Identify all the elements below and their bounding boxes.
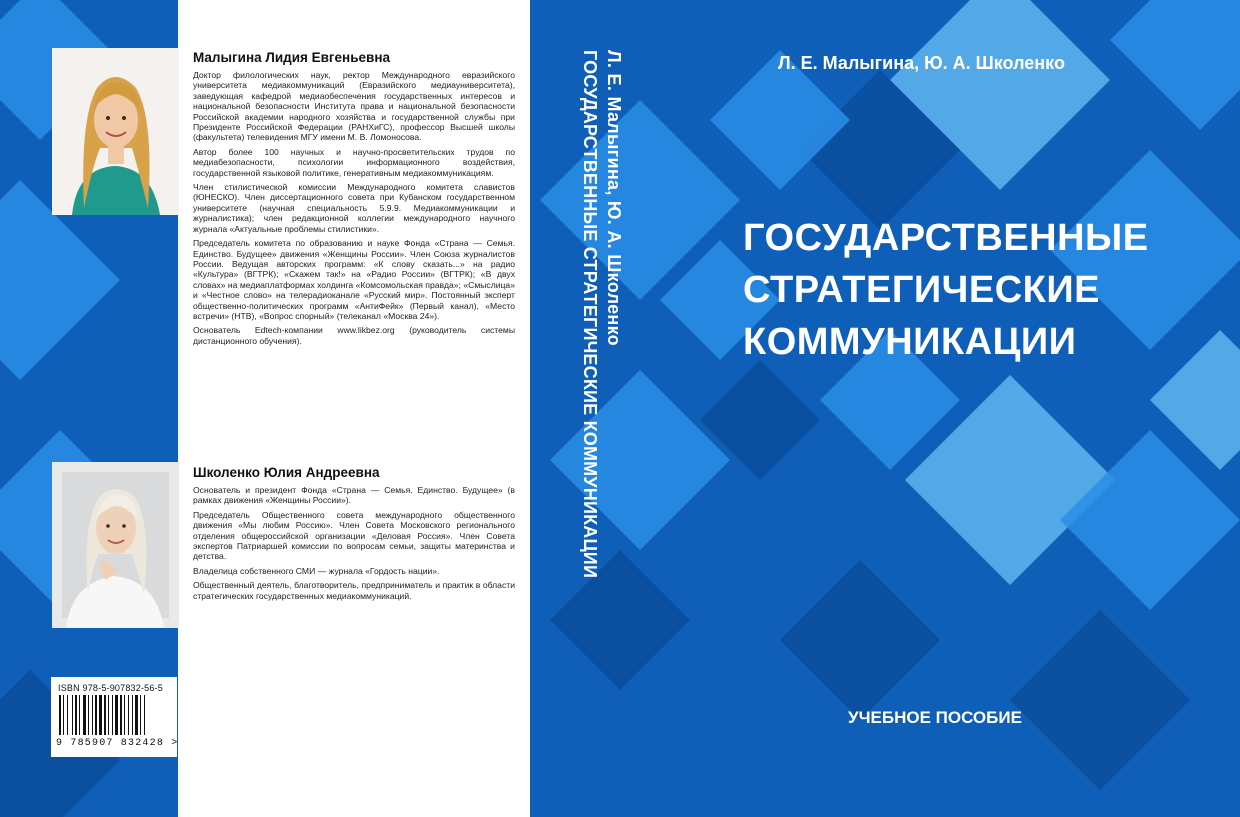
bio-paragraph: Доктор филологических наук, ректор Международного евразийского университета медиакоммуникаций (Евразийского медиауниверситета), заведующая кафедрой медиаобеспечения государственных интересов и национальной безопасности Института права и национальной безопасности Российской академии народного хозяйства и государственной службы при Президенте Российской Федерации (РАНХиГС), профессор Высшей школы (факультета) телевидения МГУ имени М. В. Ломоносова. [193,70,515,143]
bio-paragraph: Общественный деятель, благотворитель, предприниматель и практик в области стратегических государственных медиакоммуникаций. [193,580,515,601]
bio-paragraph: Владелица собственного СМИ — журнала «Гордость нации». [193,565,440,576]
author-bio-shkolenko [193,465,515,605]
barcode-digits: 9 785907 832428 > [56,738,179,749]
barcode-icon [57,695,171,737]
isbn-number: ISBN 978-5-907832-56-5 [58,683,163,693]
bio-paragraph: Член стилистической комиссии Международного комитета славистов (ЮНЕСКО). Член диссертационного совета при Кубанском государственном университете (научная специальность 5.9.9. Медиакоммуникации и журналистика); член редакционной коллегии международного научного журнала «Актуальные проблемы стилистики». [193,182,515,234]
author-photo-shkolenko [52,462,179,628]
author-photo-malygina [52,48,179,215]
bio-paragraph: Председатель Общественного совета международного общественного движения «Мы любим Россию». Член Совета Московского регионального отделения общероссийской организации «Деловая Россия». Член Совета экспертов Патриаршей комиссии по вопросам семьи, защиты материнства и детства. [193,509,515,562]
bio-paragraph: Основатель и президент Фонда «Страна — Семья. Единство. Будущее» (в рамках движения «Женщины России»). [193,485,515,506]
title-line: КОММУНИКАЦИИ [743,321,1077,363]
bio-paragraph: Автор более 100 научных и научно-просветительских трудов по медиабезопасности, психологии информационного воздействия, государственной языковой политике, генеративным медиакоммуникациям. [193,146,515,178]
author-bio-malygina [193,50,515,350]
author-name: Малыгина Лидия Евгеньевна [193,50,390,65]
title-line: СТРАТЕГИЧЕСКИЕ [743,269,1101,311]
front-authors: Л. Е. Малыгина, Ю. А. Школенко [778,53,1065,73]
title-line: ГОСУДАРСТВЕННЫЕ [743,217,1149,259]
book-title [743,212,1149,368]
isbn-barcode-block [51,677,177,757]
spine-title: ГОСУДАРСТВЕННЫЕ СТРАТЕГИЧЕСКИЕ КОММУНИКАЦИИ [580,50,600,579]
spine-authors: Л. Е. Малыгина, Ю. А. Школенко [604,50,624,346]
author-name: Школенко Юлия Андреевна [193,465,380,480]
bio-paragraph: Председатель комитета по образованию и науке Фонда «Страна — Семья. Единство. Будущее» движения «Женщины России». Член Союза журналистов России. Ведущая авторских программ: «К слову сказать...» на радио «Культура» (ВГТРК); «Скажем так!» на «Радио России» (ВГТРК); «В двух словах» на медиаплатформах холдинга «Комсомольская правда»; «Смыслица» и «Честное слово» на телерадиоканале «Русский мир». Постоянный эксперт общественно-политических программ «АнтиФейк» (Первый канал), «Место встречи» (НТВ), «Вопрос спорный» (телеканал «Москва 24»). [193,238,515,321]
book-subtitle: УЧЕБНОЕ ПОСОБИЕ [848,708,1022,727]
bio-paragraph: Основатель Edtech-компании www.likbez.org (руководитель системы дистанционного обучения). [193,325,515,346]
